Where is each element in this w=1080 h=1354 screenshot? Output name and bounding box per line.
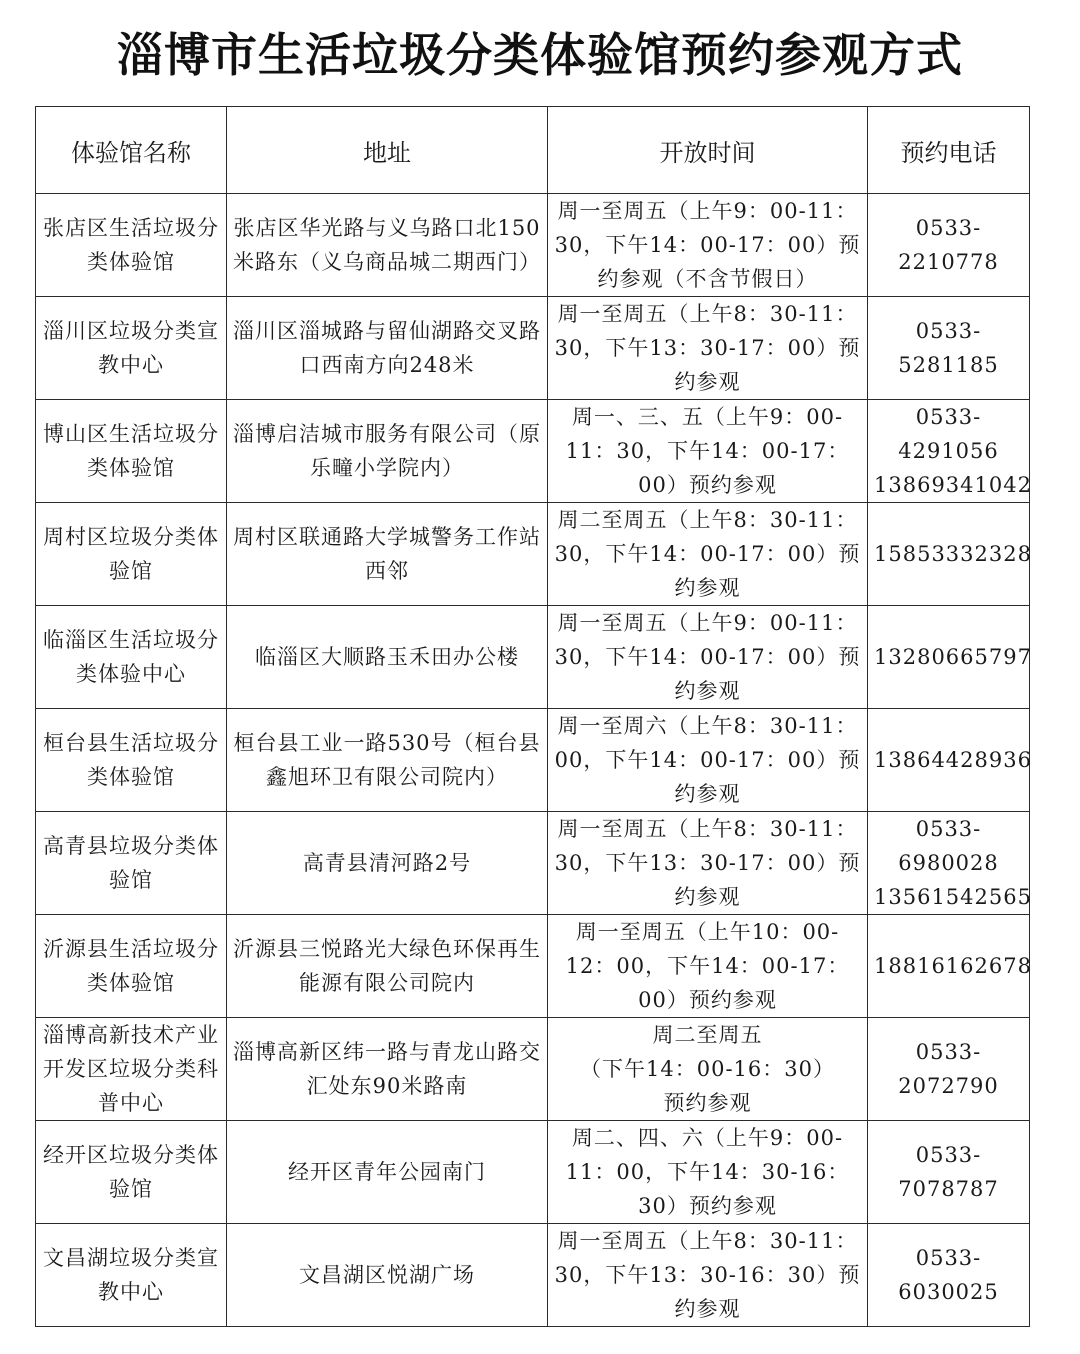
address-cell [227, 1224, 548, 1327]
hours-cell [548, 915, 868, 1018]
address-cell [227, 709, 548, 812]
venue-name-cell [36, 400, 227, 503]
venue-name-cell [36, 194, 227, 297]
address: 经开区青年公园南门 [288, 1160, 486, 1184]
table-row [36, 915, 1030, 1018]
hours-cell [548, 400, 868, 503]
address-cell [227, 297, 548, 400]
table-row [36, 1121, 1030, 1224]
address: 淄博高新区纬一路与青龙山路交汇处东90米路南 [233, 1040, 541, 1098]
opening-hours: 周二、四、六（上午9：00-11：00，下午14：30-16：30）预约参观 [565, 1126, 850, 1218]
phone-number: 0533-5281185 [898, 319, 999, 377]
venue-name: 淄川区垃圾分类宣教中心 [43, 319, 219, 377]
venue-table [35, 106, 1030, 1327]
hours-cell [548, 194, 868, 297]
phone-number: 0533-7078787 [898, 1143, 999, 1201]
hours-cell [548, 1121, 868, 1224]
venue-name: 经开区垃圾分类体验馆 [43, 1143, 219, 1201]
venue-name: 桓台县生活垃圾分类体验馆 [43, 731, 219, 789]
header-opening-hours: 开放时间 [548, 107, 868, 194]
venue-name: 博山区生活垃圾分类体验馆 [43, 422, 219, 480]
opening-hours: 周一至周六（上午8：30-11：00，下午14：00-17：00）预约参观 [554, 714, 861, 806]
phone-cell [868, 400, 1030, 503]
phone-cell [868, 915, 1030, 1018]
opening-hours: 周一至周五（上午10：00-12：00，下午14：00-17：00）预约参观 [565, 920, 850, 1012]
address: 周村区联通路大学城警务工作站西邻 [233, 525, 541, 583]
hours-cell [548, 812, 868, 915]
opening-hours: 周二至周五（上午8：30-11：30，下午14：00-17：00）预约参观 [554, 508, 861, 600]
address-cell [227, 1121, 548, 1224]
hours-cell [548, 297, 868, 400]
hours-cell [548, 709, 868, 812]
header-venue-name: 体验馆名称 [36, 107, 227, 194]
hours-cell [548, 606, 868, 709]
phone-cell [868, 1121, 1030, 1224]
phone-number: 0533-6030025 [898, 1246, 999, 1304]
opening-hours: 周一、三、五（上午9：00-11：30，下午14：00-17：00）预约参观 [565, 405, 850, 497]
venue-name: 沂源县生活垃圾分类体验馆 [43, 937, 219, 995]
phone-number: 0533-2210778 [898, 216, 999, 274]
address: 临淄区大顺路玉禾田办公楼 [255, 645, 519, 669]
phone-cell [868, 1224, 1030, 1327]
phone-number: 15853332328 [874, 542, 1032, 566]
phone-cell [868, 297, 1030, 400]
table-row [36, 1224, 1030, 1327]
venue-name-cell [36, 709, 227, 812]
address-cell [227, 812, 548, 915]
opening-hours: 周一至周五（上午9：00-11：30，下午14：00-17：00）预约参观（不含节假日） [554, 199, 861, 291]
venue-name-cell [36, 915, 227, 1018]
header-address: 地址 [227, 107, 548, 194]
table-row [36, 1018, 1030, 1121]
venue-name: 临淄区生活垃圾分类体验中心 [43, 628, 219, 686]
table-row [36, 812, 1030, 915]
table-header-row [36, 107, 1030, 194]
phone-cell [868, 503, 1030, 606]
table-row [36, 606, 1030, 709]
address: 桓台县工业一路530号（桓台县鑫旭环卫有限公司院内） [233, 731, 541, 789]
phone-number: 0533-2072790 [898, 1040, 999, 1098]
address-cell [227, 1018, 548, 1121]
address-cell [227, 503, 548, 606]
phone-number: 0533-4291056 13869341042 [874, 405, 1032, 497]
table-row [36, 400, 1030, 503]
address: 淄博启洁城市服务有限公司（原乐疃小学院内） [233, 422, 541, 480]
header-phone: 预约电话 [868, 107, 1030, 194]
phone-cell [868, 812, 1030, 915]
table-row [36, 297, 1030, 400]
address: 沂源县三悦路光大绿色环保再生能源有限公司院内 [233, 937, 541, 995]
venue-name: 周村区垃圾分类体验馆 [43, 525, 219, 583]
venue-name: 高青县垃圾分类体验馆 [43, 834, 219, 892]
address-cell [227, 606, 548, 709]
table-row [36, 194, 1030, 297]
venue-name-cell [36, 1018, 227, 1121]
address-cell [227, 400, 548, 503]
phone-cell [868, 606, 1030, 709]
table-row [36, 503, 1030, 606]
venue-name-cell [36, 606, 227, 709]
venue-name: 文昌湖垃圾分类宣教中心 [43, 1246, 219, 1304]
venue-name: 淄博高新技术产业开发区垃圾分类科普中心 [43, 1023, 219, 1115]
address: 张店区华光路与义乌路口北150米路东（义乌商品城二期西门） [233, 216, 541, 274]
phone-number: 18816162678 [874, 954, 1032, 978]
opening-hours: 周一至周五（上午8：30-11：30，下午13：30-17：00）预约参观 [554, 302, 861, 394]
venue-name-cell [36, 1121, 227, 1224]
address: 淄川区淄城路与留仙湖路交叉路口西南方向248米 [233, 319, 541, 377]
phone-number: 13280665797 [874, 645, 1032, 669]
hours-cell [548, 503, 868, 606]
hours-cell [548, 1018, 868, 1121]
venue-name-cell [36, 297, 227, 400]
opening-hours: 周一至周五（上午8：30-11：30，下午13：30-16：30）预约参观 [554, 1229, 861, 1321]
address-cell [227, 194, 548, 297]
address: 文昌湖区悦湖广场 [299, 1263, 475, 1287]
venue-name-cell [36, 503, 227, 606]
address-cell [227, 915, 548, 1018]
venue-name-cell [36, 1224, 227, 1327]
opening-hours: 周一至周五（上午8：30-11：30，下午13：30-17：00）预约参观 [554, 817, 861, 909]
opening-hours: 周二至周五 （下午14：00-16：30） 预约参观 [580, 1023, 835, 1115]
phone-cell [868, 1018, 1030, 1121]
table-row [36, 709, 1030, 812]
phone-cell [868, 194, 1030, 297]
page-title: 淄博市生活垃圾分类体验馆预约参观方式 [117, 28, 963, 82]
phone-number: 13864428936 [874, 748, 1032, 772]
opening-hours: 周一至周五（上午9：00-11：30，下午14：00-17：00）预约参观 [554, 611, 861, 703]
phone-cell [868, 709, 1030, 812]
address: 高青县清河路2号 [302, 851, 472, 875]
phone-number: 0533-6980028 13561542565 [874, 817, 1032, 909]
hours-cell [548, 1224, 868, 1327]
venue-name-cell [36, 812, 227, 915]
venue-name: 张店区生活垃圾分类体验馆 [43, 216, 219, 274]
